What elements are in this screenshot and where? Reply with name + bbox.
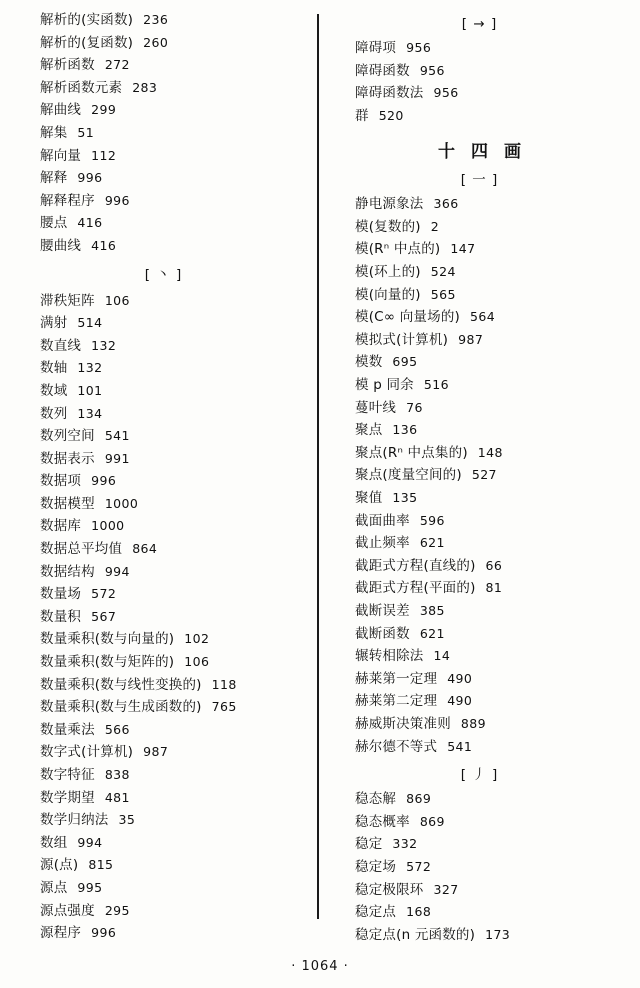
entry-page: 327 bbox=[433, 881, 459, 897]
right-entries-mid bbox=[337, 198, 622, 754]
entry-term: 辗转相除法 bbox=[355, 648, 424, 665]
index-entry bbox=[337, 625, 622, 642]
entry-page: 132 bbox=[77, 360, 103, 376]
entry-term: 滞秩矩阵 bbox=[40, 292, 95, 309]
index-entry bbox=[337, 838, 622, 852]
index-entry bbox=[22, 192, 305, 209]
entry-page: 481 bbox=[104, 789, 130, 805]
entry-page: 1000 bbox=[104, 495, 139, 511]
index-entry bbox=[22, 633, 305, 647]
entry-page: 869 bbox=[406, 791, 432, 807]
index-entry bbox=[337, 469, 622, 483]
entry-page: 332 bbox=[392, 836, 418, 852]
entry-term: 数学归纳法 bbox=[40, 812, 109, 829]
left-column bbox=[22, 12, 317, 942]
index-entry bbox=[337, 42, 622, 56]
index-entry bbox=[337, 399, 622, 416]
index-entry bbox=[337, 356, 622, 370]
index-entry bbox=[337, 670, 622, 687]
index-entry bbox=[337, 286, 622, 303]
index-entry bbox=[337, 243, 622, 257]
index-entry bbox=[22, 676, 305, 693]
entry-page: 869 bbox=[419, 813, 445, 829]
entry-term: 数列空间 bbox=[40, 428, 95, 445]
index-entry bbox=[337, 602, 622, 619]
index-entry bbox=[337, 62, 622, 79]
index-entry bbox=[337, 311, 622, 325]
entry-page: 2 bbox=[430, 218, 440, 234]
entry-page: 987 bbox=[143, 744, 169, 760]
right-entries-top bbox=[337, 42, 622, 123]
entry-page: 299 bbox=[91, 102, 117, 118]
entry-term: 截面曲率 bbox=[355, 512, 410, 529]
index-entry bbox=[22, 362, 305, 376]
entry-page: 996 bbox=[91, 925, 117, 941]
entry-term: 解析的(实函数) bbox=[40, 12, 134, 28]
index-entry bbox=[22, 14, 305, 28]
entry-term: 数量乘法 bbox=[40, 721, 95, 738]
entry-term: 稳定点(n 元函数的) bbox=[355, 926, 476, 943]
entry-term: 蔓叶线 bbox=[355, 399, 397, 416]
entry-term: 模(Rⁿ 中点的) bbox=[355, 241, 441, 258]
entry-page: 541 bbox=[447, 738, 473, 754]
index-entry bbox=[22, 859, 305, 873]
entry-term: 数据模型 bbox=[40, 495, 95, 512]
entry-page: 838 bbox=[104, 767, 130, 782]
entry-page: 385 bbox=[419, 602, 445, 618]
entry-page: 135 bbox=[392, 490, 418, 505]
entry-term: 数量乘积(数与线性变换的) bbox=[40, 676, 202, 693]
index-entry bbox=[22, 79, 305, 96]
entry-page: 132 bbox=[91, 337, 117, 353]
entry-term: 群 bbox=[355, 107, 369, 124]
index-entry bbox=[337, 107, 622, 124]
section-mark-heng: [ 一 ] bbox=[460, 172, 499, 189]
entry-page: 541 bbox=[104, 428, 130, 444]
entry-page: 366 bbox=[433, 196, 459, 212]
entry-term: 模(C∞ 向量场的) bbox=[355, 309, 460, 326]
entry-page: 134 bbox=[77, 405, 103, 421]
entry-page: 996 bbox=[91, 473, 117, 489]
index-entry bbox=[337, 695, 622, 709]
entry-page: 564 bbox=[470, 309, 496, 325]
entry-term: 赫莱第二定理 bbox=[355, 693, 438, 710]
entry-page: 994 bbox=[104, 563, 130, 579]
entry-term: 稳定场 bbox=[355, 858, 397, 875]
index-entry bbox=[337, 87, 622, 101]
entry-term: 赫莱第一定理 bbox=[355, 670, 438, 687]
entry-term: 数字特征 bbox=[40, 767, 95, 783]
entry-term: 数域 bbox=[40, 382, 68, 399]
entry-term: 数据总平均值 bbox=[40, 541, 123, 558]
entry-page: 765 bbox=[211, 699, 237, 715]
index-entry bbox=[337, 906, 622, 920]
index-entry bbox=[22, 450, 305, 467]
index-entry bbox=[337, 218, 622, 235]
index-entry bbox=[22, 237, 305, 254]
index-entry bbox=[337, 424, 622, 438]
index-entry bbox=[337, 444, 622, 461]
section-mark-pie: [ 丿 ] bbox=[460, 767, 499, 784]
index-entry bbox=[337, 266, 622, 280]
entry-term: 模数 bbox=[355, 354, 383, 371]
entry-page: 66 bbox=[485, 557, 503, 573]
entry-term: 模(复数的) bbox=[355, 218, 421, 235]
index-entry bbox=[22, 217, 305, 231]
entry-term: 源点 bbox=[40, 879, 68, 896]
entry-page: 996 bbox=[77, 170, 103, 186]
entry-term: 稳定点 bbox=[355, 904, 397, 921]
entry-page: 996 bbox=[104, 192, 130, 208]
index-entry bbox=[22, 292, 305, 309]
entry-term: 解集 bbox=[40, 124, 68, 141]
entry-term: 聚值 bbox=[355, 490, 383, 506]
entry-page: 295 bbox=[104, 902, 130, 918]
entry-page: 260 bbox=[143, 34, 169, 50]
entry-page: 991 bbox=[104, 450, 130, 466]
section-mark-dot: [ 丶 ] bbox=[144, 266, 183, 283]
index-entry bbox=[22, 563, 305, 580]
index-entry bbox=[337, 881, 622, 898]
entry-page: 566 bbox=[104, 721, 130, 737]
entry-term: 模 p 同余 bbox=[355, 377, 414, 394]
entry-page: 695 bbox=[392, 354, 418, 370]
index-entry bbox=[22, 317, 305, 331]
index-entry bbox=[22, 814, 305, 828]
entry-term: 数列 bbox=[40, 405, 68, 422]
entry-term: 源程序 bbox=[40, 925, 82, 942]
entry-page: 118 bbox=[211, 676, 237, 692]
entry-term: 数直线 bbox=[40, 337, 82, 354]
entry-page: 106 bbox=[184, 654, 210, 670]
entry-page: 14 bbox=[433, 648, 451, 664]
entry-term: 解释 bbox=[40, 170, 68, 187]
entry-page: 987 bbox=[458, 331, 484, 347]
entry-term: 截止频率 bbox=[355, 535, 410, 552]
entry-term: 数据表示 bbox=[40, 450, 95, 467]
index-entry bbox=[337, 813, 622, 830]
entry-page: 572 bbox=[406, 858, 432, 874]
entry-term: 截断函数 bbox=[355, 625, 410, 642]
index-entry bbox=[337, 926, 622, 943]
entry-page: 514 bbox=[77, 315, 103, 331]
entry-term: 解曲线 bbox=[40, 102, 82, 119]
entry-page: 490 bbox=[447, 670, 473, 686]
entry-term: 稳态概率 bbox=[355, 813, 410, 830]
entry-page: 864 bbox=[132, 541, 158, 557]
index-entry bbox=[22, 927, 305, 941]
index-entry bbox=[337, 793, 622, 807]
entry-term: 解释程序 bbox=[40, 192, 95, 209]
entry-term: 聚点(Rⁿ 中点集的) bbox=[355, 444, 468, 461]
entry-page: 572 bbox=[91, 586, 117, 602]
index-entry bbox=[22, 721, 305, 738]
entry-term: 数据库 bbox=[40, 518, 82, 535]
entry-page: 416 bbox=[91, 237, 117, 253]
entry-page: 148 bbox=[477, 444, 503, 460]
index-entry bbox=[22, 746, 305, 760]
entry-term: 聚点 bbox=[355, 422, 383, 439]
entry-page: 995 bbox=[77, 879, 103, 895]
right-entries-bottom bbox=[337, 793, 622, 942]
entry-page: 173 bbox=[485, 926, 511, 942]
index-columns bbox=[22, 12, 622, 943]
entry-page: 102 bbox=[184, 631, 210, 647]
entry-page: 956 bbox=[419, 62, 445, 78]
entry-page: 524 bbox=[430, 264, 456, 280]
entry-page: 596 bbox=[419, 512, 445, 528]
index-entry bbox=[22, 430, 305, 444]
entry-term: 模拟式(计算机) bbox=[355, 331, 449, 348]
index-entry bbox=[22, 337, 305, 354]
entry-page: 106 bbox=[104, 292, 130, 308]
index-entry bbox=[22, 59, 305, 73]
column-divider bbox=[317, 14, 319, 919]
entry-term: 数据结构 bbox=[40, 563, 95, 580]
entry-page: 272 bbox=[104, 57, 130, 73]
entry-page: 101 bbox=[77, 382, 103, 398]
index-entry bbox=[337, 492, 622, 506]
index-entry bbox=[337, 715, 622, 732]
entry-term: 截距式方程(平面的) bbox=[355, 580, 476, 597]
index-entry bbox=[22, 34, 305, 51]
index-entry bbox=[337, 331, 622, 348]
entry-page: 527 bbox=[471, 467, 497, 483]
entry-term: 模(向量的) bbox=[355, 286, 421, 303]
entry-term: 解向量 bbox=[40, 147, 82, 164]
entry-term: 源(点) bbox=[40, 857, 79, 874]
entry-term: 静电源象法 bbox=[355, 196, 424, 213]
index-entry bbox=[22, 405, 305, 422]
entry-term: 腰曲线 bbox=[40, 237, 82, 254]
entry-term: 数轴 bbox=[40, 360, 68, 377]
entry-page: 889 bbox=[460, 715, 486, 731]
entry-page: 236 bbox=[143, 12, 169, 27]
entry-term: 解析函数元素 bbox=[40, 79, 123, 96]
section-mark-arrow: [ → ] bbox=[461, 16, 498, 32]
entry-page: 567 bbox=[91, 608, 117, 624]
entry-term: 障碍函数 bbox=[355, 62, 410, 79]
entry-term: 解析函数 bbox=[40, 57, 95, 74]
index-entry bbox=[22, 475, 305, 489]
left-entries-top bbox=[22, 14, 305, 253]
entry-term: 解析的(复函数) bbox=[40, 34, 134, 51]
entry-page: 520 bbox=[378, 107, 404, 123]
entry-page: 147 bbox=[450, 241, 476, 257]
index-entry bbox=[337, 537, 622, 551]
index-entry bbox=[22, 382, 305, 399]
entry-page: 565 bbox=[430, 286, 456, 302]
index-entry bbox=[337, 512, 622, 529]
index-entry bbox=[22, 172, 305, 186]
index-entry bbox=[22, 147, 305, 164]
entry-page: 51 bbox=[77, 124, 95, 140]
entry-term: 数学期望 bbox=[40, 789, 95, 806]
index-entry bbox=[22, 520, 305, 534]
entry-term: 数量乘积(数与生成函数的) bbox=[40, 699, 202, 716]
index-entry bbox=[22, 701, 305, 715]
entry-page: 112 bbox=[91, 147, 117, 163]
index-entry bbox=[22, 656, 305, 670]
index-entry bbox=[337, 557, 622, 574]
entry-term: 模(环上的) bbox=[355, 264, 421, 281]
index-entry bbox=[337, 379, 622, 393]
entry-page: 621 bbox=[419, 625, 445, 641]
index-entry bbox=[22, 879, 305, 896]
index-entry bbox=[22, 104, 305, 118]
entry-page: 956 bbox=[406, 40, 432, 55]
entry-page: 956 bbox=[433, 85, 459, 101]
index-entry bbox=[22, 834, 305, 851]
entry-term: 截距式方程(直线的) bbox=[355, 557, 476, 574]
entry-term: 数量乘积(数与矩阵的) bbox=[40, 654, 175, 671]
entry-term: 赫尔德不等式 bbox=[355, 738, 438, 755]
right-column bbox=[329, 14, 622, 943]
entry-term: 聚点(度量空间的) bbox=[355, 467, 462, 484]
entry-page: 81 bbox=[485, 580, 503, 596]
entry-page: 490 bbox=[447, 693, 473, 709]
index-entry bbox=[22, 588, 305, 602]
index-entry bbox=[337, 582, 622, 596]
entry-term: 稳定 bbox=[355, 836, 383, 853]
left-entries-bottom bbox=[22, 292, 305, 942]
entry-page: 1000 bbox=[91, 518, 125, 534]
entry-term: 截断误差 bbox=[355, 602, 410, 619]
entry-term: 数组 bbox=[40, 834, 68, 851]
entry-term: 障碍项 bbox=[355, 40, 397, 56]
entry-page: 516 bbox=[423, 377, 449, 393]
index-entry bbox=[337, 650, 622, 664]
entry-page: 994 bbox=[77, 834, 103, 850]
stroke-count-heading: 十四画 bbox=[438, 142, 537, 163]
entry-term: 稳态解 bbox=[355, 791, 397, 808]
entry-page: 136 bbox=[392, 422, 418, 438]
entry-page: 621 bbox=[419, 535, 445, 551]
entry-page: 168 bbox=[406, 904, 432, 920]
entry-page: 416 bbox=[77, 215, 103, 231]
entry-term: 满射 bbox=[40, 315, 68, 332]
index-entry bbox=[22, 543, 305, 557]
entry-term: 数量乘积(数与向量的) bbox=[40, 631, 175, 648]
page-number: · 1064 · bbox=[291, 959, 349, 974]
index-entry bbox=[22, 769, 305, 783]
entry-term: 障碍函数法 bbox=[355, 85, 424, 102]
entry-term: 赫威斯决策准则 bbox=[355, 715, 451, 732]
index-entry bbox=[337, 198, 622, 212]
index-entry bbox=[22, 902, 305, 919]
entry-term: 数量积 bbox=[40, 608, 82, 625]
index-entry bbox=[337, 858, 622, 875]
entry-term: 数量场 bbox=[40, 586, 82, 603]
entry-page: 76 bbox=[406, 399, 423, 415]
entry-page: 815 bbox=[88, 857, 114, 873]
index-entry bbox=[337, 738, 622, 755]
entry-term: 腰点 bbox=[40, 215, 68, 232]
index-entry bbox=[22, 124, 305, 141]
entry-page: 283 bbox=[132, 79, 158, 95]
entry-term: 稳定极限环 bbox=[355, 881, 424, 898]
index-entry bbox=[22, 789, 305, 806]
entry-term: 数字式(计算机) bbox=[40, 744, 134, 761]
entry-page: 35 bbox=[118, 812, 136, 828]
entry-term: 源点强度 bbox=[40, 902, 95, 919]
index-entry bbox=[22, 495, 305, 512]
entry-term: 数据项 bbox=[40, 473, 82, 490]
index-entry bbox=[22, 608, 305, 625]
